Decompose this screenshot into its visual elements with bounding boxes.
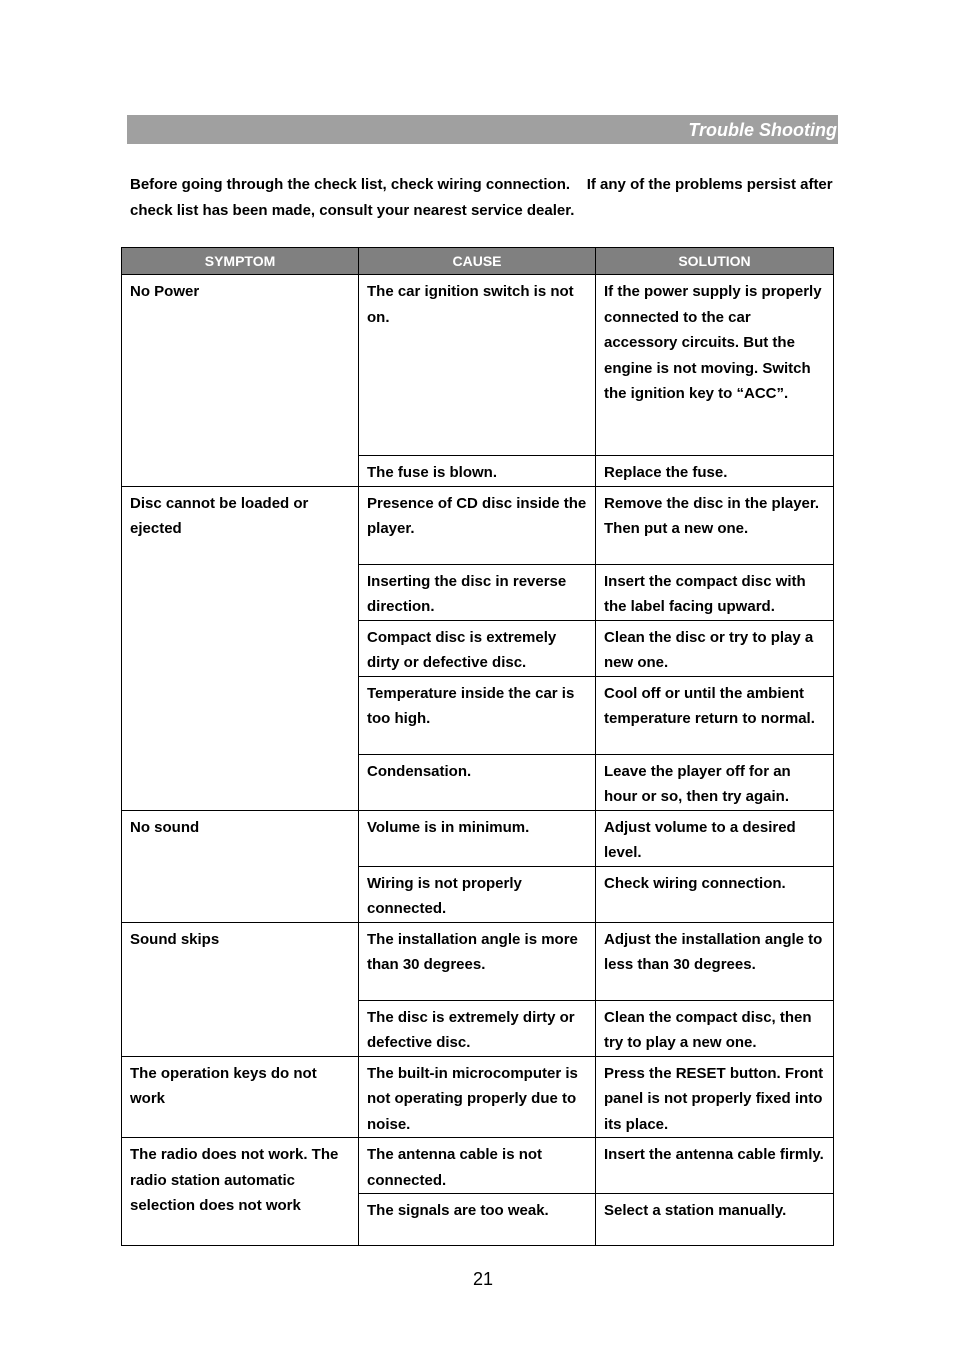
solution-cell: Cool off or until the ambient temperature return to normal. [596, 676, 834, 754]
solution-cell: Check wiring connection. [596, 866, 834, 922]
cause-cell: The signals are too weak. [359, 1194, 596, 1246]
solution-cell: Replace the fuse. [596, 456, 834, 487]
cause-cell: Compact disc is extremely dirty or defective disc. [359, 620, 596, 676]
page-number: 21 [472, 1269, 494, 1289]
section-header-bar [127, 115, 838, 144]
solution-cell: Leave the player off for an hour or so, then try again. [596, 754, 834, 810]
cause-cell: The antenna cable is not connected. [359, 1138, 596, 1194]
cause-cell: Temperature inside the car is too high. [359, 676, 596, 754]
symptom-cell: The radio does not work. The radio station automatic selection does not work [122, 1138, 359, 1246]
intro-paragraph: Before going through the check list, check wiring connection. If any of the problems persist after check list has been made, consult your nearest service dealer. [130, 176, 837, 219]
symptom-cell: Disc cannot be loaded or ejected [122, 486, 359, 810]
solution-cell: Insert the compact disc with the label facing upward. [596, 564, 834, 620]
solution-cell: Clean the compact disc, then try to play a new one. [596, 1000, 834, 1056]
symptom-cell: Sound skips [122, 922, 359, 1056]
solution-cell: Clean the disc or try to play a new one. [596, 620, 834, 676]
solution-cell: Select a station manually. [596, 1194, 834, 1246]
symptom-cell: No sound [122, 810, 359, 922]
solution-cell: Remove the disc in the player. Then put a new one. [596, 486, 834, 564]
cause-cell: Condensation. [359, 754, 596, 810]
solution-cell: Press the RESET button. Front panel is not properly fixed into its place. [596, 1056, 834, 1138]
solution-cell: Insert the antenna cable firmly. [596, 1138, 834, 1194]
cause-cell: Inserting the disc in reverse direction. [359, 564, 596, 620]
cause-cell: The built-in microcomputer is not operating properly due to noise. [359, 1056, 596, 1138]
symptom-cell: The operation keys do not work [122, 1056, 359, 1138]
table-row [122, 486, 834, 564]
table-row [122, 275, 834, 456]
solution-cell: If the power supply is properly connected to the car accessory circuits. But the engine is not moving. Switch the ignition key to “ACC”. [596, 275, 834, 456]
header-solution: SOLUTION [596, 248, 834, 275]
symptom-cell: No Power [122, 275, 359, 487]
cause-cell: The disc is extremely dirty or defective disc. [359, 1000, 596, 1056]
table-row [122, 1138, 834, 1194]
header-symptom: SYMPTOM [122, 248, 359, 275]
table-row [122, 922, 834, 1000]
troubleshooting-table [121, 247, 834, 1246]
solution-cell: Adjust the installation angle to less than 30 degrees. [596, 922, 834, 1000]
cause-cell: The installation angle is more than 30 degrees. [359, 922, 596, 1000]
cause-cell: The car ignition switch is not on. [359, 275, 596, 456]
header-cause: CAUSE [359, 248, 596, 275]
table-row [122, 810, 834, 866]
cause-cell: Presence of CD disc inside the player. [359, 486, 596, 564]
table-header-row [122, 248, 834, 275]
solution-cell: Adjust volume to a desired level. [596, 810, 834, 866]
cause-cell: The fuse is blown. [359, 456, 596, 487]
cause-cell: Volume is in minimum. [359, 810, 596, 866]
section-title: Trouble Shooting [688, 120, 837, 140]
cause-cell: Wiring is not properly connected. [359, 866, 596, 922]
table-row [122, 1056, 834, 1138]
